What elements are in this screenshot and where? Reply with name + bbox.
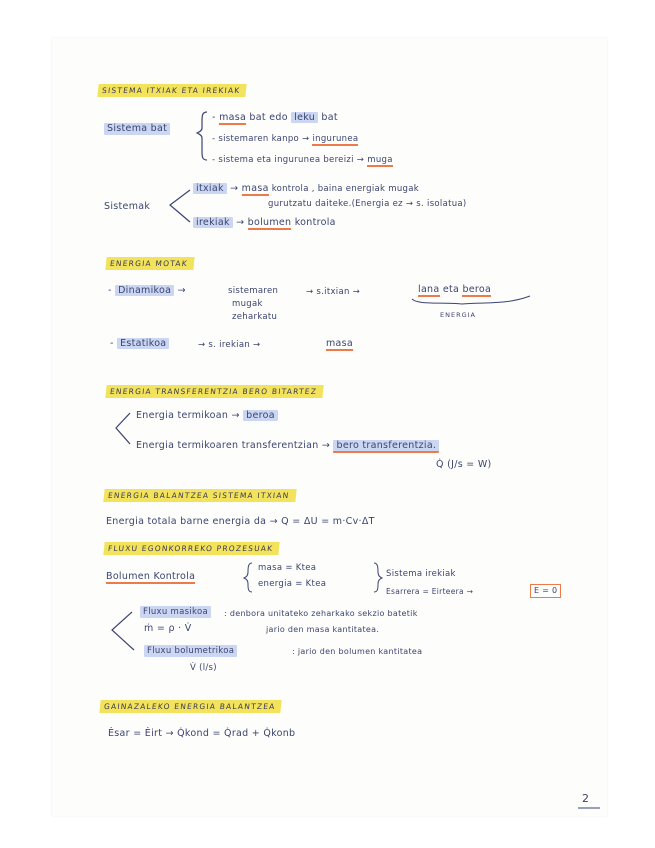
energia-transferentzian-line: Energia termikoaren transferentzian → bero transferentzia. <box>136 440 439 452</box>
masa-estatikoa: masa <box>326 338 354 349</box>
brace-bolumen-left <box>244 563 252 592</box>
fork-sistemak <box>170 190 190 222</box>
sistema-bat-line-3: - sistema eta ingurunea bereizi → muga <box>212 155 393 165</box>
section-title-fluxu-egonkorreko: FLUXU EGONKORREKO PROZESUAK <box>103 542 280 555</box>
volume-flow-unit: V̇ (l/s) <box>190 663 217 673</box>
s-itxian-text: → s.itxian → <box>306 287 361 297</box>
itxiak-line-2: gurutzatu daiteke.(Energia ez → s. isolatua) <box>268 199 467 209</box>
section-title-gainazaleko: GAINAZALEKO ENERGIA BALANTZEA <box>99 700 282 713</box>
section-title-energia-transferentzia: ENERGIA TRANSFERENTZIA BERO BITARTEZ <box>105 385 323 398</box>
masa-ktea: masa = Ktea <box>258 563 317 573</box>
section-title-balantzea-itxian: ENERGIA BALANTZEA SISTEMA ITXIAN <box>103 489 296 502</box>
irekiak-line: irekiak → bolumen kontrola <box>193 217 336 229</box>
energia-label: ENERGIA <box>440 311 476 319</box>
section-title-energia-motak: ENERGIA MOTAK <box>105 257 194 270</box>
gainazaleko-equation: Ėsar = Ėirt → Q̇kond = Q̇rad + Q̇konb <box>108 728 296 739</box>
section-title-sistema: SISTEMA ITXIAK ETA IREKIAK <box>97 84 247 97</box>
bolumen-kontrola-label: Bolumen Kontrola <box>106 571 196 582</box>
estatikoa-line: - Estatikoa <box>110 338 169 350</box>
sistema-bat-label: Sistema bat <box>104 123 170 135</box>
e-zero-box: E = 0 <box>530 584 561 598</box>
zeharkatu-text: zeharkatu <box>232 312 278 322</box>
sistemak-label: Sistemak <box>104 201 151 212</box>
q-dot-units: Q̇ (J/s = W) <box>436 459 492 470</box>
sistema-bat-line-1: - masa bat edo leku bat <box>212 112 338 123</box>
fork-fluxu <box>112 612 134 650</box>
page-number: 2 <box>582 792 590 805</box>
fluxu-masikoa-label: Fluxu masikoa <box>140 606 211 618</box>
brace-bolumen-right <box>374 563 382 592</box>
sistema-irekiak-label: Sistema irekiak <box>386 569 456 579</box>
brace-sistema-bat <box>197 112 207 160</box>
mass-flow-equation: ṁ = ρ · V̇ <box>144 623 192 634</box>
itxiak-line: itxiak → masa kontrola , baina energiak mugak <box>193 183 419 195</box>
fluxu-masikoa-def-1: : denbora unitateko zeharkako sekzio batetik <box>224 609 418 618</box>
fluxu-bolumetrikoa-label: Fluxu bolumetrikoa <box>144 645 237 657</box>
dinamikoa-line: - Dinamikoa → <box>108 285 186 296</box>
fork-energia <box>116 413 130 444</box>
lana-beroa: lana eta beroa <box>418 284 492 295</box>
sistema-bat-line-2: - sistemaren kanpo → ingurunea <box>212 134 359 144</box>
sistemaren-text: sistemaren <box>228 286 279 296</box>
energia-ktea: energia = Ktea <box>258 579 327 589</box>
fluxu-bolumetrikoa-def: : jario den bolumen kantitatea <box>292 647 423 656</box>
sarrera-irteera-line: Esarrera = Eirteera → <box>386 587 474 596</box>
s-irekian-text: → s. irekian → <box>198 340 261 350</box>
energia-totala-equation: Energia totala barne energia da → Q = ΔU = m·Cv·ΔT <box>106 516 375 527</box>
fluxu-masikoa-def-2: jario den masa kantitatea. <box>266 625 380 634</box>
energia-termikoan-line: Energia termikoan → beroa <box>136 410 278 422</box>
energia-underbrace <box>412 296 530 304</box>
mugak-text: mugak <box>232 299 263 309</box>
